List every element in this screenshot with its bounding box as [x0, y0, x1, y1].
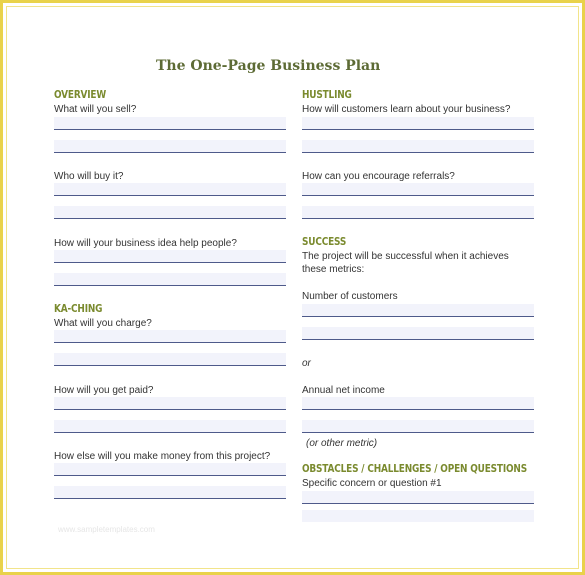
answer-line	[54, 218, 286, 219]
answer-field-help-2[interactable]	[54, 273, 286, 285]
answer-field-income-1[interactable]	[302, 397, 534, 409]
hustling-question-learn: How will customers learn about your business?	[302, 104, 511, 115]
answer-field-other-money-2[interactable]	[54, 486, 286, 498]
success-heading: SUCCESS	[302, 236, 347, 248]
answer-line	[302, 129, 534, 130]
answer-line	[302, 409, 534, 410]
answer-field-customers-1[interactable]	[302, 304, 534, 316]
overview-heading: OVERVIEW	[54, 89, 107, 101]
answer-field-customers-2[interactable]	[302, 327, 534, 339]
success-metric-customers: Number of customers	[302, 291, 398, 302]
answer-line	[302, 432, 534, 433]
answer-field-charge-2[interactable]	[54, 353, 286, 365]
hustling-question-referrals: How can you encourage referrals?	[302, 171, 455, 182]
kaching-heading: KA-CHING	[54, 303, 103, 315]
answer-line	[54, 498, 286, 499]
answer-line	[54, 409, 286, 410]
overview-question-sell: What will you sell?	[54, 104, 137, 115]
document-title: The One-Page Business Plan	[156, 58, 381, 74]
overview-question-buyer: Who will buy it?	[54, 171, 124, 182]
answer-line	[54, 432, 286, 433]
answer-field-charge-1[interactable]	[54, 330, 286, 342]
answer-field-other-money-1[interactable]	[54, 463, 286, 475]
answer-line	[54, 285, 286, 286]
answer-field-concern-2[interactable]	[302, 510, 534, 522]
answer-line	[302, 339, 534, 340]
answer-line	[54, 365, 286, 366]
answer-line	[54, 342, 286, 343]
kaching-question-charge: What will you charge?	[54, 318, 152, 329]
answer-line	[54, 475, 286, 476]
answer-field-income-2[interactable]	[302, 420, 534, 432]
success-metric-income: Annual net income	[302, 385, 385, 396]
answer-field-learn-2[interactable]	[302, 140, 534, 152]
answer-field-buyer-2[interactable]	[54, 206, 286, 218]
answer-line	[54, 262, 286, 263]
answer-line	[302, 195, 534, 196]
answer-line	[302, 316, 534, 317]
kaching-question-other-money: How else will you make money from this project?	[54, 451, 271, 462]
success-intro: The project will be successful when it achieves these metrics:	[302, 251, 509, 275]
answer-field-sell-2[interactable]	[54, 140, 286, 152]
answer-field-concern-1[interactable]	[302, 491, 534, 503]
overview-question-help: How will your business idea help people?	[54, 238, 237, 249]
answer-line	[54, 195, 286, 196]
hustling-heading: HUSTLING	[302, 89, 352, 101]
success-or-label: or	[302, 358, 311, 369]
watermark: www.sampletemplates.com	[58, 525, 155, 534]
obstacles-heading: OBSTACLES / CHALLENGES / OPEN QUESTIONS	[302, 463, 527, 475]
answer-field-paid-1[interactable]	[54, 397, 286, 409]
answer-line	[302, 218, 534, 219]
answer-field-referrals-1[interactable]	[302, 183, 534, 195]
obstacles-question-1: Specific concern or question #1	[302, 478, 442, 489]
answer-field-referrals-2[interactable]	[302, 206, 534, 218]
answer-line	[302, 152, 534, 153]
answer-line	[54, 152, 286, 153]
answer-line	[54, 129, 286, 130]
success-other-metric: (or other metric)	[306, 438, 378, 449]
answer-field-buyer-1[interactable]	[54, 183, 286, 195]
answer-field-learn-1[interactable]	[302, 117, 534, 129]
answer-field-paid-2[interactable]	[54, 420, 286, 432]
answer-line	[302, 503, 534, 504]
answer-field-help-1[interactable]	[54, 250, 286, 262]
answer-field-sell-1[interactable]	[54, 117, 286, 129]
kaching-question-paid: How will you get paid?	[54, 385, 154, 396]
